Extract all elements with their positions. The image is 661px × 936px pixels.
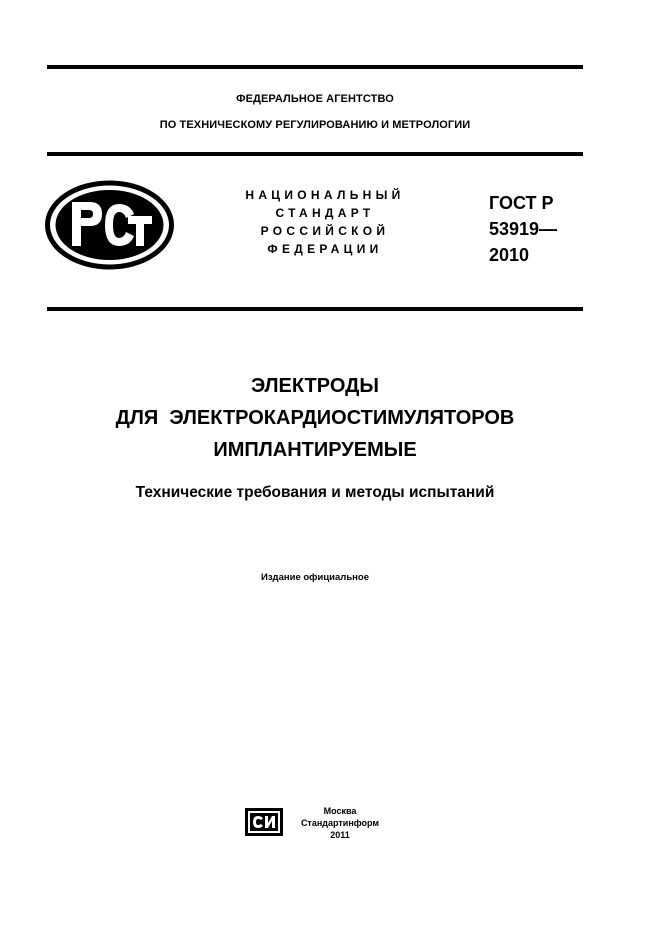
rst-logo-icon	[44, 180, 175, 270]
designation-line1: ГОСТ Р	[489, 193, 554, 213]
edition-note: Издание официальное	[261, 572, 369, 583]
designation-line3: 2010	[489, 245, 530, 265]
national-standard-line2: СТАНДАРТ	[275, 206, 375, 220]
designation-line2: 53919—	[489, 219, 558, 239]
title-line2: ДЛЯ ЭЛЕКТРОКАРДИОСТИМУЛЯТОРОВ	[115, 407, 515, 429]
title-line3: ИМПЛАНТИРУЕМЫЕ	[213, 439, 417, 461]
top-rule	[47, 65, 583, 69]
document-subtitle: Технические требования и методы испытаний	[135, 484, 495, 501]
national-standard-label	[225, 186, 425, 258]
title-line1: ЭЛЕКТРОДЫ	[251, 375, 379, 397]
standard-designation	[489, 190, 557, 268]
national-standard-line1: НАЦИОНАЛЬНЫЙ	[245, 188, 405, 202]
publisher-info	[292, 805, 388, 841]
document-title	[47, 370, 583, 466]
agency-name-line2: ПО ТЕХНИЧЕСКОМУ РЕГУЛИРОВАНИЮ И МЕТРОЛОГИИ	[159, 119, 471, 131]
national-standard-line4: ФЕДЕРАЦИИ	[267, 242, 383, 256]
standartinform-logo-icon	[244, 807, 284, 837]
publication-year: 2011	[330, 830, 350, 840]
national-standard-line3: РОССИЙСКОЙ	[260, 224, 390, 238]
middle-rule	[47, 152, 583, 156]
publisher-name: Стандартинформ	[300, 818, 380, 828]
agency-name-line1: ФЕДЕРАЛЬНОЕ АГЕНТСТВО	[236, 93, 394, 105]
publisher-city: Москва	[323, 806, 357, 816]
bottom-rule	[47, 307, 583, 311]
